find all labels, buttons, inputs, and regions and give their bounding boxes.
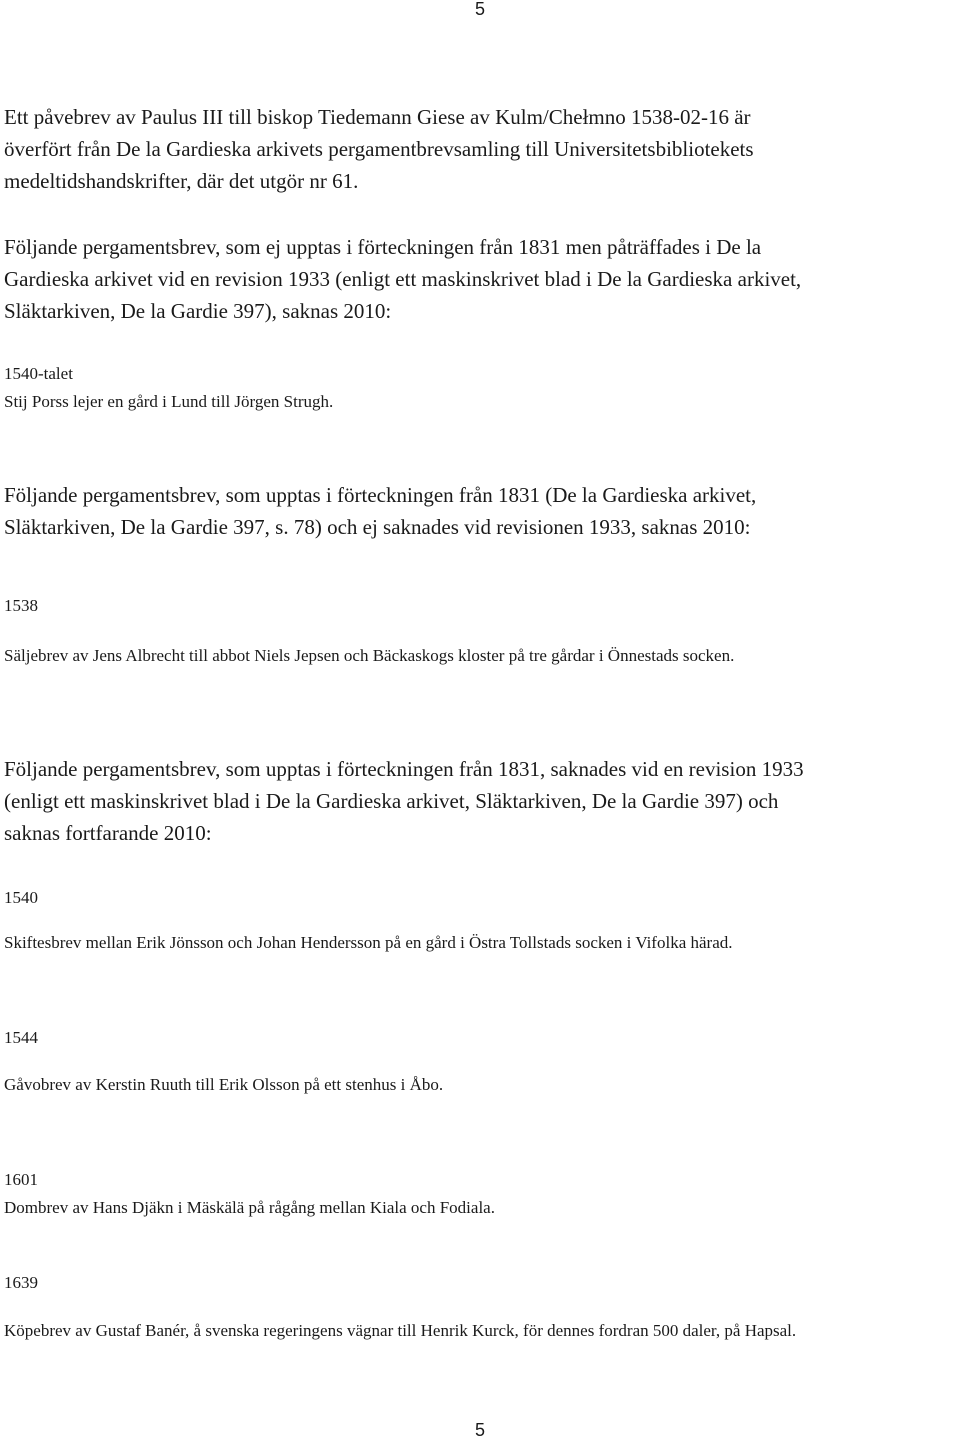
paragraph-line: överfört från De la Gardieska arkivets pergamentbrevsamling till Universitetsbibliotekets [4,137,754,161]
entry-description: Gåvobrev av Kerstin Ruuth till Erik Olsson på ett stenhus i Åbo. [4,1075,444,1094]
entry-date: 1544 [4,1028,38,1047]
entry-description: Köpebrev av Gustaf Banér, å svenska regeringens vägnar till Henrik Kurck, för dennes fordran 500 daler, på Hapsal. [4,1321,797,1340]
paragraph-line: Släktarkiven, De la Gardie 397), saknas 2010: [4,299,392,323]
paragraph-found-1933 [4,231,801,327]
paragraph-line: saknas fortfarande 2010: [4,821,212,845]
paragraph-line: Följande pergamentsbrev, som upptas i förteckningen från 1831, saknades vid en revision 1933 [4,757,804,781]
entry-description: Dombrev av Hans Djäkn i Mäskälä på rågång mellan Kiala och Fodiala. [4,1198,495,1217]
paragraph-line: medeltidshandskrifter, där det utgör nr 61. [4,169,359,193]
paragraph-line: Följande pergamentsbrev, som upptas i förteckningen från 1831 (De la Gardieska arkivet, [4,483,757,507]
paragraph-line: Släktarkiven, De la Gardie 397, s. 78) och ej saknades vid revisionen 1933, saknas 2010: [4,515,751,539]
entry-date: 1601 [4,1170,38,1189]
entry-description: Skiftesbrev mellan Erik Jönsson och Johan Hendersson på en gård i Östra Tollstads socken i Vifolka härad. [4,933,733,952]
paragraph-line: Ett påvebrev av Paulus III till biskop Tiedemann Giese av Kulm/Chełmno 1538-02-16 är [4,105,751,129]
paragraph-line: Följande pergamentsbrev, som ej upptas i förteckningen från 1831 men påträffades i De la [4,235,762,259]
page-number-top: 5 [474,0,485,19]
entry-date: 1538 [4,596,38,615]
page-number-bottom: 5 [474,1420,485,1440]
paragraph-listed-1831 [4,479,756,543]
entry-description: Stij Porss lejer en gård i Lund till Jörgen Strugh. [4,392,334,411]
paragraph-papal-letter [4,101,754,197]
paragraph-missing-since-1933 [4,753,804,849]
entry-description: Säljebrev av Jens Albrecht till abbot Niels Jepsen och Bäckaskogs kloster på tre gårdar i Önnestads socken. [4,646,735,665]
entry-date: 1540 [4,888,38,907]
paragraph-line: Gardieska arkivet vid en revision 1933 (enligt ett maskinskrivet blad i De la Gardieska arkivet, [4,267,802,291]
entry-date: 1540-talet [4,364,73,383]
paragraph-line: (enligt ett maskinskrivet blad i De la Gardieska arkivet, Släktarkiven, De la Gardie 397) och [4,789,779,813]
entry-date: 1639 [4,1273,38,1292]
